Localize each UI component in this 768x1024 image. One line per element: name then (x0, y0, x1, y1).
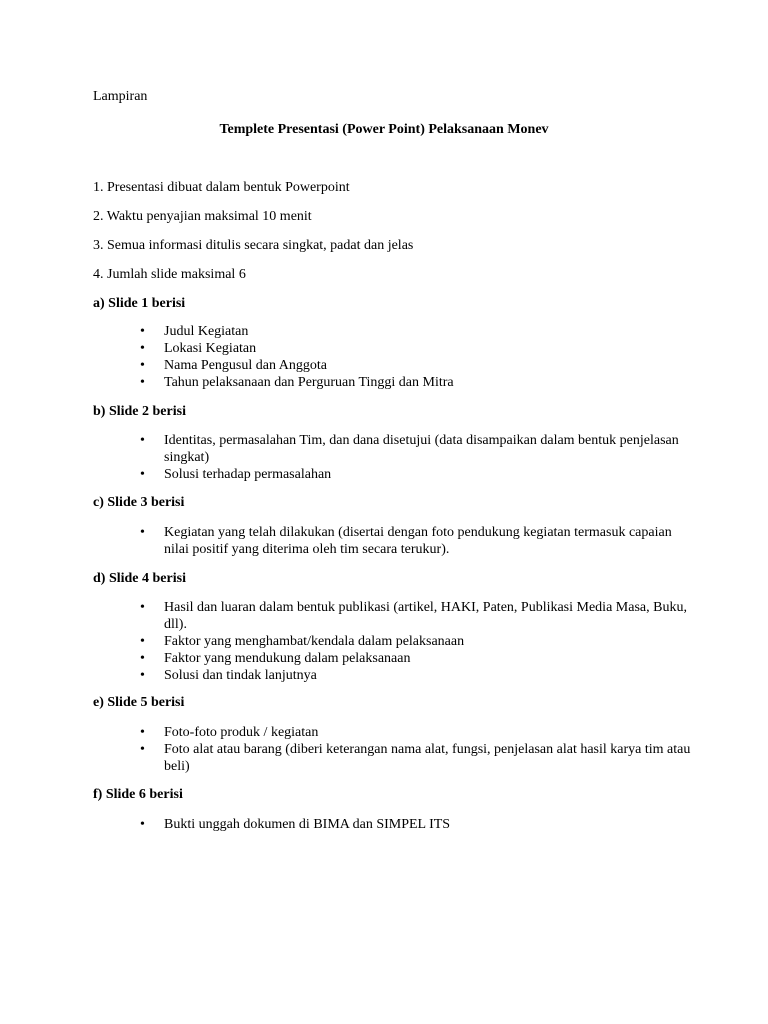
bullet-icon: • (140, 817, 145, 832)
list-item (140, 432, 700, 466)
slide-2-bullet-list (140, 432, 700, 483)
section-heading-slide-5: e) Slide 5 berisi (93, 695, 185, 710)
list-item (140, 374, 700, 391)
list-item-text: Faktor yang mendukung dalam pelaksanaan (164, 651, 411, 666)
bullet-icon: • (140, 600, 145, 615)
list-item (140, 340, 700, 357)
bullet-icon: • (140, 324, 145, 339)
slide-4-bullet-list (140, 599, 700, 684)
section-heading-slide-4: d) Slide 4 berisi (93, 571, 186, 586)
list-item (140, 724, 700, 741)
list-item-text: Solusi dan tindak lanjutnya (164, 668, 317, 683)
bullet-icon: • (140, 525, 145, 540)
list-item (140, 599, 700, 633)
section-heading-slide-3: c) Slide 3 berisi (93, 495, 185, 510)
list-item-text: Faktor yang menghambat/kendala dalam pelaksanaan (164, 634, 465, 649)
slide-1-bullet-list (140, 323, 700, 391)
attachment-label: Lampiran (93, 89, 148, 104)
bullet-icon: • (140, 651, 145, 666)
list-item (140, 524, 700, 558)
list-item (140, 650, 700, 667)
bullet-icon: • (140, 341, 145, 356)
slide-5-bullet-list (140, 724, 700, 775)
list-item-text: Tahun pelaksanaan dan Perguruan Tinggi dan Mitra (164, 375, 454, 390)
list-item-text: Nama Pengusul dan Anggota (164, 358, 327, 373)
list-item-text: Foto-foto produk / kegiatan (164, 725, 319, 740)
requirement-item: 3. Semua informasi ditulis secara singkat, padat dan jelas (93, 238, 414, 253)
document-title: Templete Presentasi (Power Point) Pelaksanaan Monev (219, 122, 549, 137)
section-heading-slide-1: a) Slide 1 berisi (93, 296, 186, 311)
list-item-text: Lokasi Kegiatan (164, 341, 257, 356)
bullet-icon: • (140, 358, 145, 373)
list-item-text: Kegiatan yang telah dilakukan (disertai dengan foto pendukung kegiatan termasuk capaian nilai positif yang diterima oleh tim secara terukur). (164, 525, 672, 557)
list-item-text: Foto alat atau barang (diberi keterangan nama alat, fungsi, penjelasan alat hasil karya tim atau beli) (164, 742, 691, 774)
list-item-text: Identitas, permasalahan Tim, dan dana disetujui (data disampaikan dalam bentuk penjelasan singkat) (164, 433, 679, 465)
bullet-icon: • (140, 725, 145, 740)
slide-3-bullet-list (140, 524, 700, 558)
list-item (140, 741, 700, 775)
bullet-icon: • (140, 467, 145, 482)
bullet-icon: • (140, 433, 145, 448)
list-item (140, 323, 700, 340)
list-item (140, 357, 700, 374)
list-item-text: Judul Kegiatan (164, 324, 249, 339)
section-heading-slide-2: b) Slide 2 berisi (93, 404, 186, 419)
list-item-text: Solusi terhadap permasalahan (164, 467, 332, 482)
list-item (140, 667, 700, 684)
list-item-text: Hasil dan luaran dalam bentuk publikasi (artikel, HAKI, Paten, Publikasi Media Masa, Buku, dll). (164, 600, 687, 632)
list-item (140, 466, 700, 483)
requirement-item: 1. Presentasi dibuat dalam bentuk Powerpoint (93, 180, 350, 195)
bullet-icon: • (140, 742, 145, 757)
slide-6-bullet-list (140, 816, 700, 833)
requirement-item: 2. Waktu penyajian maksimal 10 menit (93, 209, 312, 224)
bullet-icon: • (140, 668, 145, 683)
requirement-item: 4. Jumlah slide maksimal 6 (93, 267, 246, 282)
bullet-icon: • (140, 375, 145, 390)
requirements-list (93, 179, 693, 295)
list-item-text: Bukti unggah dokumen di BIMA dan SIMPEL ITS (164, 817, 451, 832)
section-heading-slide-6: f) Slide 6 berisi (93, 787, 183, 802)
bullet-icon: • (140, 634, 145, 649)
list-item (140, 816, 700, 833)
list-item (140, 633, 700, 650)
